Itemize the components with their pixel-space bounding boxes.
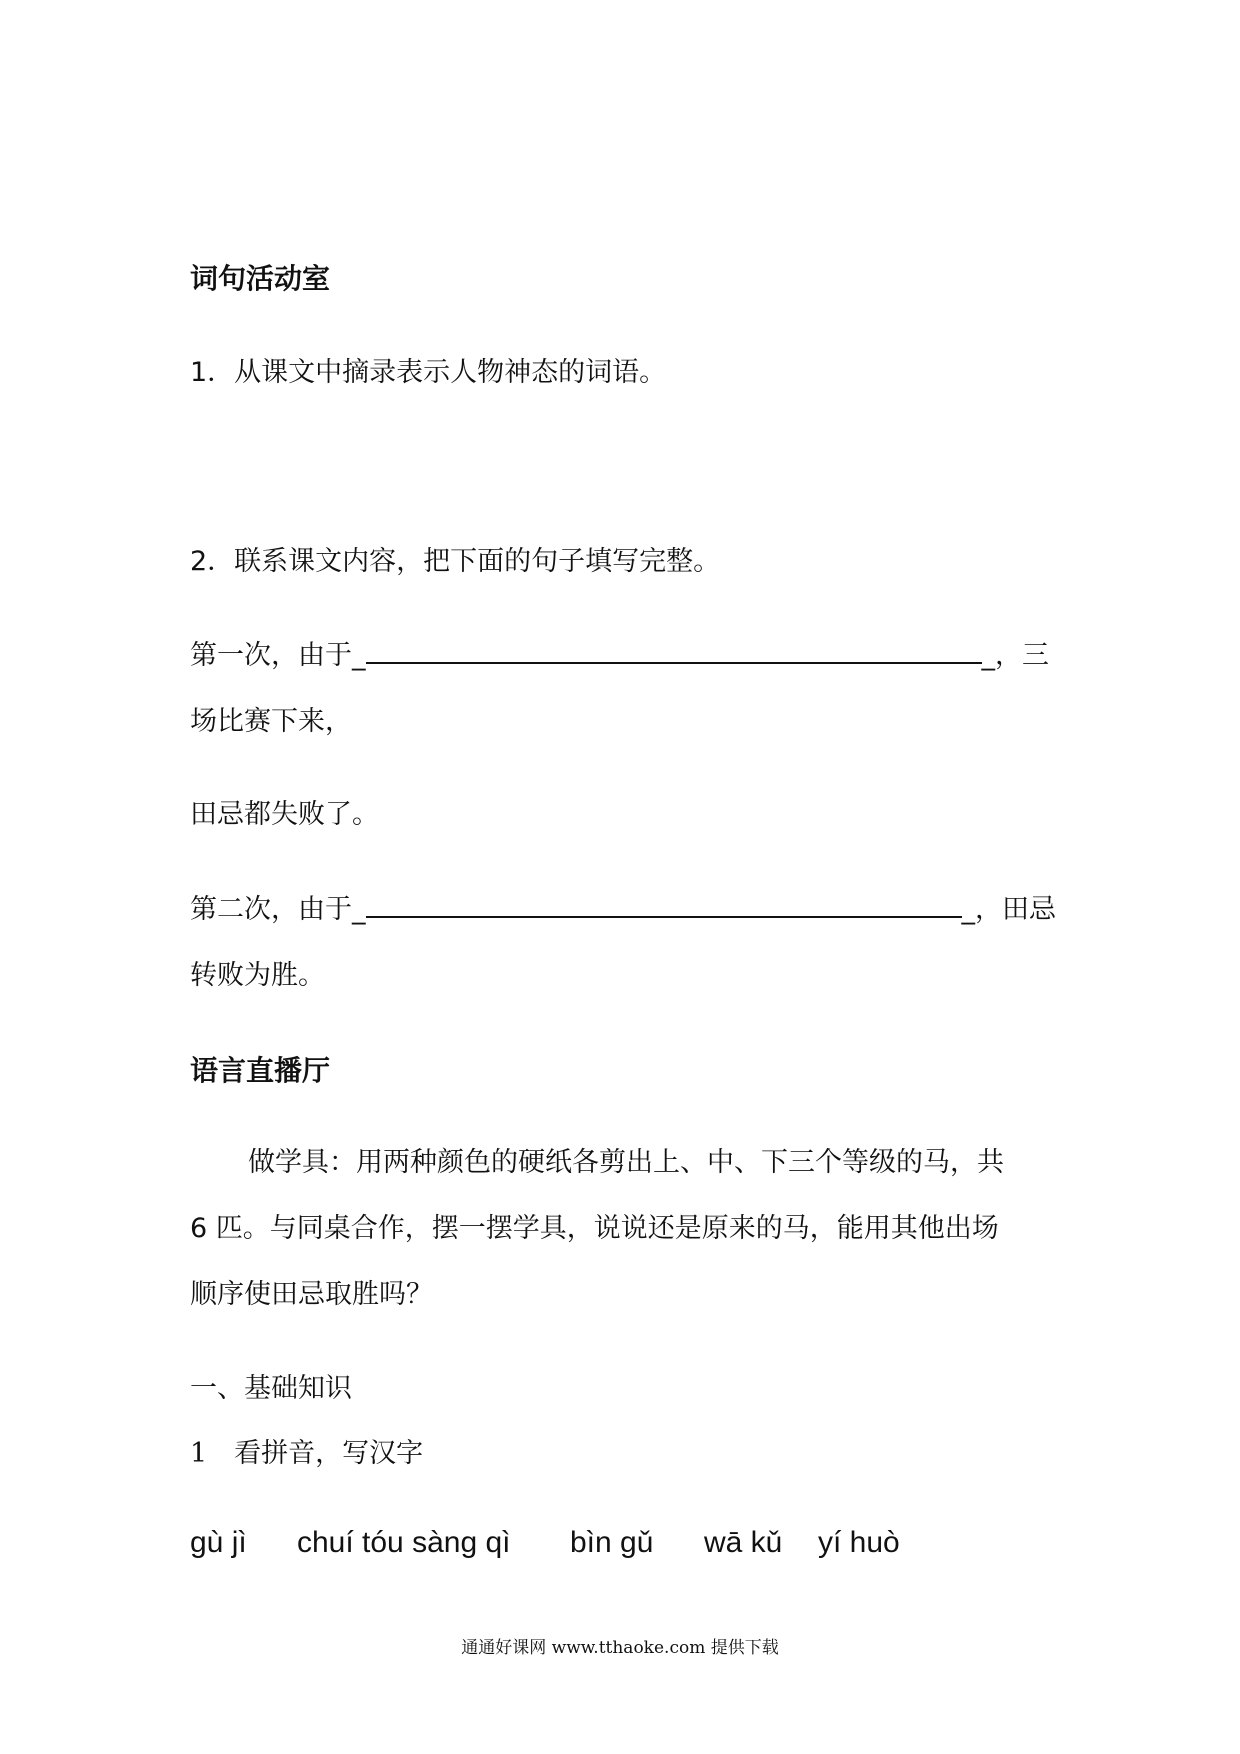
pinyin-item: wā kǔ <box>704 1526 783 1559</box>
subsection-kanpinyin: 1 看拼音，写汉字 <box>190 1438 424 1469</box>
pinyin-row <box>0 1526 1240 1566</box>
fill-1-suffix: _，三 <box>981 640 1049 671</box>
footer-credit: 通通好课网 www.tthaoke.com 提供下载 <box>461 1638 779 1658</box>
fill-line-2-end: 转败为胜。 <box>190 960 325 991</box>
fill-line-1-end: 田忌都失败了。 <box>190 799 379 830</box>
fill-1-blank[interactable] <box>366 638 982 664</box>
pinyin-item: yí huò <box>818 1526 900 1559</box>
fill-2-blank[interactable] <box>366 892 962 918</box>
section-heading-jichuzhishi: 一、基础知识 <box>190 1373 352 1404</box>
paragraph-line-1: 做学具：用两种颜色的硬纸各剪出上、中、下三个等级的马，共 <box>248 1147 1004 1178</box>
pinyin-item: gù jì <box>190 1526 247 1559</box>
fill-2-suffix: _，田忌 <box>961 894 1056 925</box>
section-heading-cijuhuodongshi: 词句活动室 <box>190 262 331 295</box>
section-heading-yuyanzhiboting: 语言直播厅 <box>190 1054 331 1087</box>
fill-line-1-continued: 场比赛下来， <box>190 706 352 737</box>
paragraph-line-2: 6 匹。与同桌合作，摆一摆学具，说说还是原来的马，能用其他出场 <box>190 1213 999 1244</box>
fill-line-2 <box>190 892 1056 927</box>
question-2: 2．联系课文内容，把下面的句子填写完整。 <box>190 546 721 577</box>
fill-line-1 <box>190 638 1049 673</box>
pinyin-item: bìn gǔ <box>570 1526 654 1559</box>
fill-1-prefix: 第一次，由于_ <box>190 640 366 671</box>
paragraph-line-3: 顺序使田忌取胜吗？ <box>190 1279 433 1310</box>
pinyin-item: chuí tóu sàng qì <box>297 1526 511 1559</box>
question-1: 1．从课文中摘录表示人物神态的词语。 <box>190 357 667 388</box>
fill-2-prefix: 第二次，由于_ <box>190 894 366 925</box>
